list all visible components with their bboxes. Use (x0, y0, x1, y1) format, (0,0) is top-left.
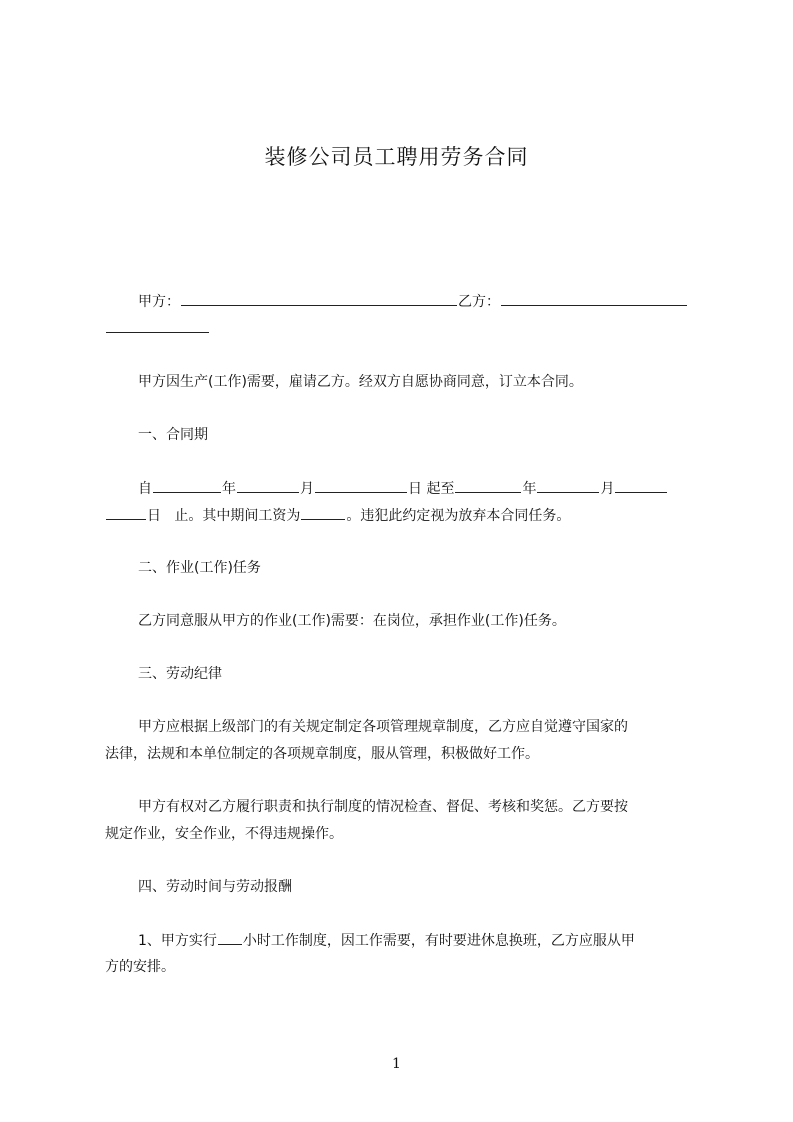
end-month-blank (537, 478, 599, 493)
party-a-blank (181, 291, 457, 306)
page-number: 1 (392, 1056, 401, 1072)
hours-blank (218, 930, 242, 945)
start-month-blank (237, 478, 299, 493)
term-line (138, 478, 708, 499)
wage-blank (301, 505, 345, 520)
section3-paragraph1-line1: 甲方应根据上级部门的有关规定制定各项管理规章制度，乙方应自觉遵守国家的 (138, 719, 628, 735)
term-to: 起至 (426, 481, 455, 497)
party-b-blank (501, 291, 687, 306)
term-from: 自 (138, 481, 152, 497)
document-title: 装修公司员工聘用劳务合同 (264, 145, 529, 169)
term-day: 日 (408, 481, 422, 497)
section3-heading: 三、劳动纪律 (138, 666, 222, 682)
intro-paragraph: 甲方因生产(工作)需要，雇请乙方。经双方自愿协商同意，订立本合同。 (138, 374, 583, 390)
section3-paragraph1-line2: 法律，法规和本单位制定的各项规章制度，服从管理，积极做好工作。 (105, 746, 539, 762)
term-month: 月 (300, 481, 314, 497)
section4-item1-line2: 方的安排。 (105, 959, 175, 975)
section1-heading: 一、合同期 (138, 427, 208, 443)
section3-paragraph2-line2: 规定作业，安全作业，不得违规操作。 (105, 826, 343, 842)
section2-text: 乙方同意服从甲方的作业(工作)需要：在岗位，承担作业(工作)任务。 (138, 613, 566, 629)
parties-line (138, 291, 708, 312)
party-b-blank-continued (106, 318, 209, 333)
term-end-month: 月 (600, 481, 615, 497)
term-year: 年 (222, 481, 236, 497)
section4-item1-suffix: 小时工作制度，因工作需要，有时要进休息换班，乙方应服从甲 (242, 933, 635, 949)
section4-item1-line1 (138, 930, 708, 951)
end-day-blank-continued (106, 505, 146, 520)
end-year-blank (455, 478, 521, 493)
start-day-blank (315, 478, 407, 493)
parties-line-continued (105, 318, 705, 339)
party-a-label: 甲方： (138, 294, 180, 310)
term-end-day: 日 (147, 508, 161, 524)
term-stop: 止。其中期间工资为 (174, 508, 301, 524)
party-b-label: 乙方： (458, 294, 500, 310)
section3-paragraph2-line1: 甲方有权对乙方履行职责和执行制度的情况检查、督促、考核和奖惩。乙方要按 (138, 799, 628, 815)
end-day-blank (615, 478, 667, 493)
section4-heading: 四、劳动时间与劳动报酬 (138, 879, 292, 895)
section2-heading: 二、作业(工作)任务 (138, 560, 261, 576)
term-end-year: 年 (522, 481, 537, 497)
term-line-continued (105, 505, 705, 526)
start-year-blank (153, 478, 221, 493)
term-tail: 。违犯此约定视为放弃本合同任务。 (346, 508, 571, 524)
section4-item1-prefix: 1、甲方实行 (138, 933, 217, 949)
